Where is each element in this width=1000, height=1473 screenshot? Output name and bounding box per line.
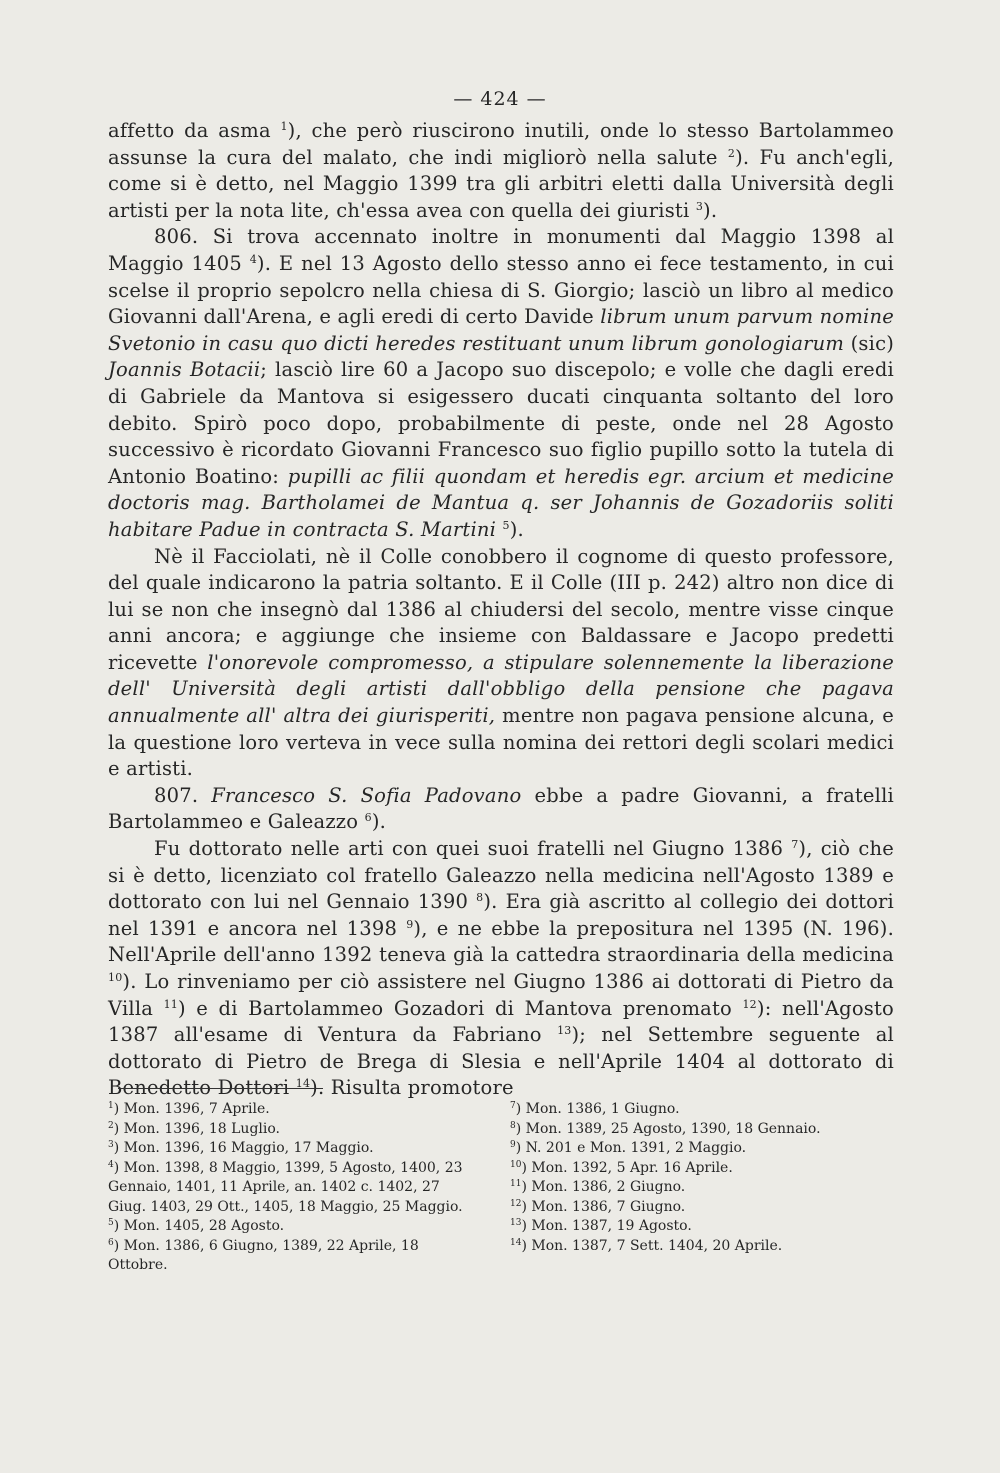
body-text — [108, 118, 894, 1102]
footnote-number: 9 — [510, 1140, 516, 1150]
footnotes-right-column — [510, 1100, 890, 1256]
footnote-paren: ) — [521, 1237, 532, 1254]
footnote-paren: ) — [113, 1237, 124, 1254]
footnote-number: 5 — [108, 1218, 114, 1228]
footnote — [108, 1159, 480, 1218]
italic-run: pupilli ac filii quondam et heredis egr. arcium et medicine doctoris mag. Bartholamei de Mantua q. ser Johannis de Gozadoriis soliti habitare Padue in contracta S. Martini — [108, 464, 894, 541]
footnote-paren: ) — [521, 1218, 532, 1234]
footnote-text: Mon. 1392, 5 Apr. 16 Aprile. — [531, 1159, 733, 1176]
text-run: affetto da asma — [108, 119, 281, 142]
footnote — [108, 1217, 480, 1237]
footnote-text: Mon. 1396, 18 Luglio. — [123, 1120, 280, 1137]
footnote-ref: 14 — [295, 1077, 311, 1091]
italic-run: Francesco S. Sofia Padovano — [211, 783, 522, 807]
footnote — [510, 1100, 890, 1120]
italic-run: l'onorevole compromesso, a stipulare solennemente la liberazione dell' Università degli artisti dall'obbligo della pensione che pagava annualmente all' altra dei giurisperiti, — [108, 650, 894, 728]
text-run: (sic) — [844, 331, 894, 355]
text-run: ). Era già ascritto al collegio dei dottori nel 1391 e ancora nel 1398 — [108, 890, 894, 940]
footnote-text: Mon. 1396, 7 Aprile. — [123, 1101, 270, 1117]
footnote — [108, 1120, 480, 1140]
text-run: ). — [371, 810, 387, 834]
footnote — [108, 1100, 480, 1120]
footnote-paren: ) — [515, 1140, 526, 1156]
footnote-text: Mon. 1396, 16 Maggio, 17 Maggio. — [123, 1140, 374, 1156]
footnote-text: Mon. 1387, 7 Sett. 1404, 20 Aprile. — [531, 1237, 783, 1254]
footnote-text: Mon. 1386, 1 Giugno. — [525, 1101, 680, 1117]
footnote-paren: ) — [515, 1120, 526, 1137]
footnote — [510, 1178, 890, 1198]
footnote-number: 4 — [108, 1159, 114, 1170]
footnote — [108, 1139, 480, 1159]
footnote-text: Mon. 1389, 25 Agosto, 1390, 18 Gennaio. — [525, 1120, 821, 1137]
footnote-ref: 1 — [280, 120, 288, 133]
footnote-paren: ) — [113, 1140, 124, 1156]
footnote-number: 12 — [510, 1198, 522, 1209]
footnote-paren: ) — [113, 1159, 124, 1176]
footnote — [510, 1217, 890, 1237]
text-run: ), ciò che si è detto, licenziato col fratello Galeazzo nella medicina nell'Agosto 1389 e dottorato con lui nel Gennaio 1390 — [108, 837, 894, 914]
paragraph — [108, 118, 894, 224]
text-run: ) e di Bartolammeo Gozadori di Mantova prenomato — [177, 996, 743, 1020]
footnote-ref: 10 — [108, 971, 123, 984]
text-run: Fu dottorato nelle arti con quei suoi fratelli nel Giugno 1386 — [154, 837, 792, 861]
footnote-paren: ) — [515, 1101, 526, 1117]
footnote-number: 6 — [108, 1237, 114, 1248]
text-run: ): nell'Agosto 1387 all'esame di Ventura da Fabriano — [108, 996, 894, 1047]
footnote-ref: 3 — [695, 199, 704, 213]
footnote-ref: 8 — [476, 891, 484, 905]
footnote-ref: 7 — [791, 838, 799, 852]
text-run: ), e ne ebbe la prepositura nel 1395 (N. 196). Nell'Aprile dell'anno 1392 teneva già la cattedra straordinaria della medicina — [108, 916, 894, 967]
footnote-paren: ) — [113, 1218, 124, 1234]
footnote-number: 8 — [510, 1120, 516, 1131]
footnote-ref: 9 — [406, 917, 414, 931]
footnote-number: 11 — [510, 1179, 522, 1189]
text-run: ). Fu anch'egli, come si è detto, nel Maggio 1399 tra gli arbitri eletti dalla Università degli artisti per la nota lite, ch'essa avea con quella dei giuristi — [108, 145, 894, 222]
text-run: ). E nel 13 Agosto dello stesso anno ei fece testamento, in cui scelse il proprio sepolcro nella chiesa di S. Giorgio; lasciò un libro al medico Giovanni dall'Arena, e agli eredi di certo Davide — [108, 251, 894, 329]
footnote-text: Mon. 1387, 19 Agosto. — [531, 1218, 692, 1234]
text-run: ), che però riuscirono inutili, onde lo stesso Bartolammeo assunse la cura del malato, che indi migliorò nella salute — [108, 119, 894, 169]
text-run: ). — [509, 517, 524, 541]
footnote-text: N. 201 e Mon. 1391, 2 Maggio. — [525, 1140, 747, 1156]
footnote-text: Mon. 1405, 28 Agosto. — [123, 1218, 285, 1234]
text-run: ). Risulta promotore — [310, 1076, 514, 1100]
footnote-number: 2 — [108, 1120, 114, 1131]
footnote-ref: 12 — [742, 997, 757, 1011]
paragraph — [108, 224, 894, 543]
footnote-text: Mon. 1386, 6 Giugno, 1389, 22 Aprile, 18 Ottobre. — [108, 1237, 419, 1273]
footnotes-left-column — [108, 1100, 480, 1276]
footnote-text: Mon. 1398, 8 Maggio, 1399, 5 Agosto, 1400, 23 Gennaio, 1401, 11 Aprile, an. 1402 c. 1402, 27 Giug. 1403, 29 Ott., 1405, 18 Maggio, 25 Maggio. — [108, 1159, 463, 1215]
paragraph — [108, 544, 894, 783]
footnote-number: 13 — [510, 1218, 522, 1228]
footnote-separator — [118, 1088, 323, 1089]
text-run: Nè il Facciolati, nè il Colle conobbero il cognome di questo professore, del quale indicarono la patria soltanto. E il Colle (III p. 242) altro non dice di lui se non che insegnò dal 1386 al chiudersi del secolo, mentre visse cinque anni ancora; e aggiunge che insieme con Baldassare e Jacopo predetti ricevette — [108, 544, 894, 674]
text-run: ). Lo rinveniamo per ciò assistere nel Giugno 1386 ai dottorati di Pietro da Villa — [108, 970, 894, 1020]
footnote-ref: 4 — [249, 252, 257, 266]
text-run: 807. — [154, 783, 212, 807]
footnote-paren: ) — [521, 1198, 532, 1215]
footnote — [510, 1237, 890, 1257]
footnote-text: Mon. 1386, 7 Giugno. — [531, 1198, 686, 1215]
footnote — [108, 1237, 480, 1276]
footnote-number: 14 — [510, 1237, 522, 1248]
text-run: mentre non pagava pensione alcuna, e la questione loro verteva in vece sulla nomina dei rettori degli scolari medici e artisti. — [108, 704, 895, 781]
footnote — [510, 1120, 890, 1140]
paragraph — [108, 783, 894, 836]
footnote-ref: 5 — [502, 518, 510, 532]
footnote — [510, 1139, 890, 1159]
paragraph — [108, 836, 894, 1102]
footnote — [510, 1198, 890, 1218]
footnote-paren: ) — [113, 1120, 124, 1137]
footnote-paren: ) — [521, 1159, 532, 1176]
footnote-number: 3 — [108, 1140, 114, 1150]
footnote-paren: ) — [521, 1179, 532, 1195]
footnote-number: 1 — [108, 1101, 114, 1111]
footnote-ref: 6 — [364, 811, 372, 825]
footnote-paren: ) — [113, 1101, 124, 1117]
italic-run: librum unum parvum nomine Svetonio in casu quo dicti heredes restituant unum librum gonologiarum — [108, 305, 894, 355]
text-run: ). — [703, 198, 718, 222]
text-run: 806. Si trova accennato inoltre in monumenti dal Maggio 1398 al Maggio 1405 — [108, 225, 894, 275]
footnote-ref: 11 — [163, 997, 178, 1011]
footnote-text: Mon. 1386, 2 Giugno. — [531, 1179, 686, 1195]
page-number: — 424 — — [453, 88, 547, 110]
text-run: ; lasciò lire 60 a Jacopo suo discepolo; e volle che dagli eredi di Gabriele da Mantova si esigessero ducati cinquanta soltanto del loro debito. Spirò poco dopo, probabilmente di peste, onde nel 28 Agosto successivo è ricordato Giovanni Francesco suo figlio pupillo sotto la tutela di Antonio Boatino: — [108, 358, 894, 488]
text-run: ); nel Settembre seguente al dottorato di Pietro de Brega di Slesia e nell'Aprile 1404 al dottorato di Benedetto Dottori — [108, 1023, 894, 1100]
text-run: ebbe a padre Giovanni, a fratelli Bartolammeo e Galeazzo — [108, 783, 894, 834]
footnote — [510, 1159, 890, 1179]
footnote-ref: 13 — [557, 1024, 572, 1038]
footnote-number: 7 — [510, 1101, 516, 1111]
footnote-ref: 2 — [727, 146, 736, 160]
italic-run: Joannis Botacii — [108, 358, 261, 382]
footnote-number: 10 — [510, 1159, 522, 1170]
